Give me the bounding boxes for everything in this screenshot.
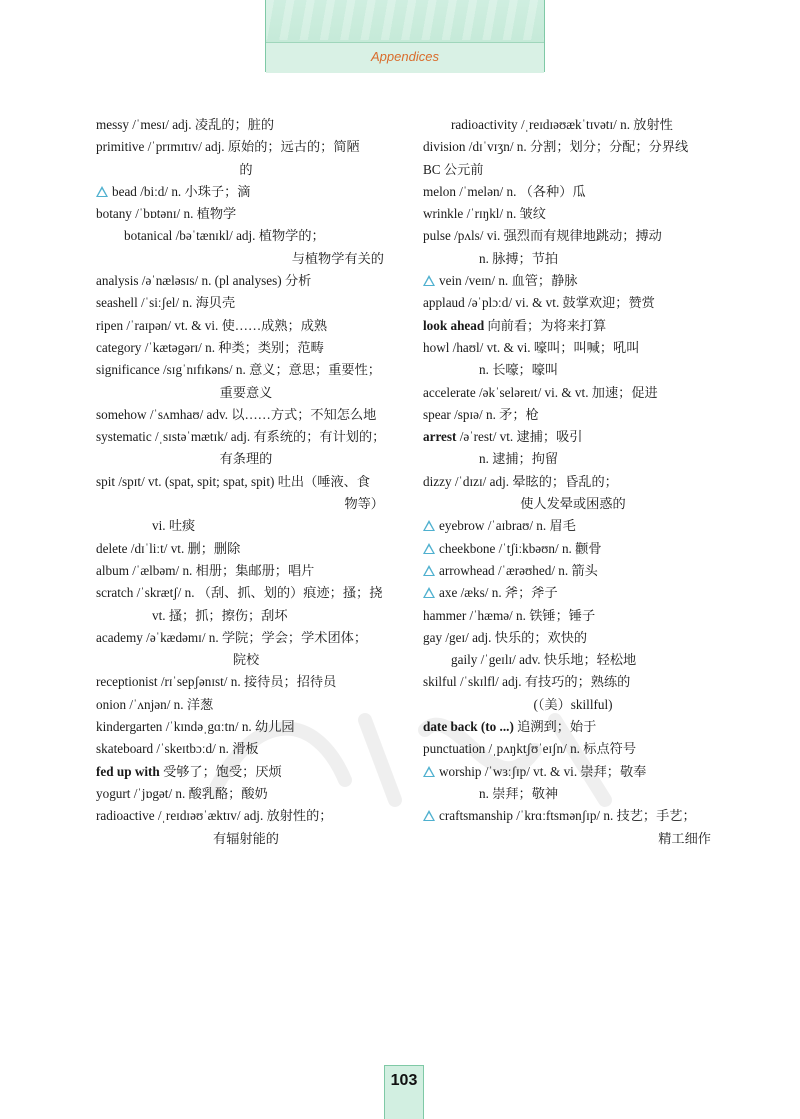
triangle-marker-icon (423, 520, 435, 531)
dictionary-entry-line (423, 426, 723, 448)
entry-text: punctuation /ˌpʌŋktʃʊˈeɪʃn/ n. 标点符号 (423, 741, 637, 757)
entry-text: bead /biːd/ n. 小珠子；滴 (112, 183, 251, 199)
entry-text: 精工细作 (658, 830, 711, 846)
entry-text: division /dɪˈvɪʒn/ n. 分割；划分；分配；分界线 (423, 139, 689, 155)
dictionary-entry-line (96, 627, 396, 649)
triangle-marker-icon (423, 810, 435, 821)
dictionary-entry-line (96, 426, 396, 448)
entry-text: 院校 (232, 652, 260, 668)
entry-text: seashell /ˈsiːʃel/ n. 海贝壳 (96, 295, 236, 311)
dictionary-entry-line (96, 270, 396, 292)
entry-text: 使人发晕或困惑的 (520, 496, 626, 512)
entry-text: wrinkle /ˈrɪŋkl/ n. 皱纹 (423, 206, 546, 222)
entry-text: n. 脉搏；节拍 (479, 250, 559, 266)
entry-text: melon /ˈmelən/ n. （各种）瓜 (423, 183, 586, 199)
dictionary-entry-line (96, 716, 396, 738)
dictionary-entry-line (96, 828, 396, 850)
entry-text: scratch /ˈskrætʃ/ n. （刮、抓、划的）痕迹；搔；挠 (96, 585, 383, 601)
dictionary-entry-line (96, 761, 396, 783)
entry-text: gay /geɪ/ adj. 快乐的；欢快的 (423, 629, 588, 645)
entry-text: fed up with 受够了；饱受；厌烦 (96, 763, 282, 779)
dictionary-entry-line (423, 605, 723, 627)
dictionary-entry-line (423, 114, 723, 136)
entry-text: pulse /pʌls/ vi. 强烈而有规律地跳动；搏动 (423, 228, 662, 244)
entry-text: skateboard /ˈskeɪtbɔːd/ n. 滑板 (96, 741, 259, 757)
dictionary-entry-line (423, 203, 723, 225)
dictionary-entry-line (96, 292, 396, 314)
entry-text: botany /ˈbɒtənɪ/ n. 植物学 (96, 206, 237, 222)
dictionary-entry-line (96, 582, 396, 604)
dictionary-entry-line (423, 761, 723, 783)
dictionary-entry-line (96, 471, 396, 493)
page-number-box (384, 1065, 424, 1119)
triangle-marker-icon (96, 186, 108, 197)
dictionary-entry-line (423, 738, 723, 760)
page-number: 103 (390, 1072, 418, 1089)
entry-text: gaily /ˈgeɪlɪ/ adv. 快乐地；轻松地 (451, 652, 637, 668)
dictionary-entry-line (96, 694, 396, 716)
dictionary-entry-line (96, 783, 396, 805)
entry-text: analysis /əˈnæləsɪs/ n. (pl analyses) 分析 (96, 273, 312, 289)
entry-text: 有条理的 (219, 451, 273, 467)
entry-text: 与植物学有关的 (291, 250, 384, 266)
entry-text: primitive /ˈprɪmɪtɪv/ adj. 原始的；远古的；简陋 (96, 139, 360, 155)
dictionary-entry-line (423, 515, 723, 537)
dictionary-entry-line (423, 828, 723, 850)
entry-text: skilful /ˈskɪlfl/ adj. 有技巧的；熟练的 (423, 674, 631, 690)
dictionary-entry-line (423, 315, 723, 337)
entry-text: look ahead 向前看；为将来打算 (423, 317, 607, 333)
entry-text: accelerate /əkˈseləreɪt/ vi. & vt. 加速；促进 (423, 384, 658, 400)
dictionary-entry-line (423, 694, 723, 716)
entry-text: album /ˈælbəm/ n. 相册；集邮册；唱片 (96, 562, 315, 578)
entry-text: craftsmanship /ˈkrɑːftsmənʃɪp/ n. 技艺；手艺； (439, 808, 696, 824)
dictionary-entry-line (96, 159, 396, 181)
entry-text: n. 逮捕；拘留 (479, 451, 559, 467)
entry-text: axe /æks/ n. 斧；斧子 (439, 585, 558, 601)
dictionary-entry-line (96, 649, 396, 671)
dictionary-entry-line (423, 448, 723, 470)
dictionary-entry-line (96, 136, 396, 158)
entry-text: 的 (239, 161, 253, 177)
entry-text: yogurt /ˈjɒgət/ n. 酸乳酪；酸奶 (96, 785, 268, 801)
dictionary-entry-line (96, 114, 396, 136)
entry-text: vt. 搔；抓；擦伤；刮坏 (152, 607, 288, 623)
dictionary-entry-line (423, 471, 723, 493)
right-vocabulary-column (423, 114, 723, 850)
entry-text: n. 长嚎；嚎叫 (479, 362, 559, 378)
entry-text: (（美）skillful) (533, 696, 613, 712)
dictionary-entry-line (423, 136, 723, 158)
dictionary-entry-line (423, 270, 723, 292)
dictionary-entry-line (96, 805, 396, 827)
dictionary-entry-line (423, 805, 723, 827)
entry-text: arrest /əˈrest/ vt. 逮捕；吸引 (423, 429, 583, 445)
dictionary-entry-line (423, 337, 723, 359)
dictionary-entry-line (96, 181, 396, 203)
entry-text: botanical /bəˈtænɪkl/ adj. 植物学的； (124, 228, 325, 244)
triangle-marker-icon (423, 766, 435, 777)
dictionary-entry-line (96, 337, 396, 359)
dictionary-entry-line (96, 225, 396, 247)
entry-text: significance /sɪgˈnɪfɪkəns/ n. 意义；意思；重要性； (96, 362, 381, 378)
triangle-marker-icon (423, 565, 435, 576)
dictionary-entry-line (423, 671, 723, 693)
dictionary-entry-line (96, 605, 396, 627)
entry-text: receptionist /rɪˈsepʃənɪst/ n. 接待员；招待员 (96, 674, 337, 690)
dictionary-entry-line (423, 159, 723, 181)
dictionary-entry-line (96, 359, 396, 381)
entry-text: worship /ˈwɜːʃɪp/ vt. & vi. 崇拜；敬奉 (439, 763, 647, 779)
entry-text: spit /spɪt/ vt. (spat, spit; spat, spit) 吐出（唾液、食 (96, 473, 371, 489)
entry-text: BC 公元前 (423, 161, 484, 177)
entry-text: onion /ˈʌnjən/ n. 洋葱 (96, 696, 214, 712)
dictionary-entry-line (96, 315, 396, 337)
entry-text: 有辐射能的 (213, 830, 279, 846)
dictionary-entry-line (423, 404, 723, 426)
entry-text: vein /veɪn/ n. 血管；静脉 (439, 273, 578, 289)
dictionary-entry-line (423, 716, 723, 738)
dictionary-entry-line (423, 248, 723, 270)
triangle-marker-icon (423, 275, 435, 286)
entry-text: applaud /əˈplɔːd/ vi. & vt. 鼓掌欢迎；赞赏 (423, 295, 655, 311)
dictionary-entry-line (423, 560, 723, 582)
entry-text: spear /spɪə/ n. 矛；枪 (423, 406, 539, 422)
section-label: Appendices (266, 42, 544, 73)
triangle-marker-icon (423, 543, 435, 554)
triangle-marker-icon (423, 587, 435, 598)
entry-text: dizzy /ˈdɪzɪ/ adj. 晕眩的；昏乱的； (423, 473, 618, 489)
entry-text: delete /dɪˈliːt/ vt. 删；删除 (96, 540, 241, 556)
dictionary-entry-line (423, 493, 723, 515)
dictionary-entry-line (423, 649, 723, 671)
entry-text: academy /əˈkædəmɪ/ n. 学院；学会；学术团体； (96, 629, 368, 645)
entry-text: category /ˈkætəgərɪ/ n. 种类；类别；范畴 (96, 339, 324, 355)
entry-text: systematic /ˌsɪstəˈmætɪk/ adj. 有系统的；有计划的； (96, 429, 386, 445)
entry-text: radioactive /ˌreɪdɪəʊˈæktɪv/ adj. 放射性的； (96, 808, 333, 824)
entry-text: ripen /ˈraɪpən/ vt. & vi. 使……成熟；成熟 (96, 317, 328, 333)
dictionary-entry-line (96, 203, 396, 225)
dictionary-entry-line (423, 582, 723, 604)
dictionary-entry-line (96, 404, 396, 426)
entry-text: radioactivity /ˌreɪdɪəʊækˈtɪvətɪ/ n. 放射性 (451, 117, 673, 132)
entry-text: arrowhead /ˈærəʊhed/ n. 箭头 (439, 562, 598, 578)
dictionary-entry-line (423, 538, 723, 560)
left-vocabulary-column (96, 114, 396, 850)
dictionary-entry-line (423, 181, 723, 203)
section-header-tab (265, 0, 545, 72)
dictionary-entry-line (423, 382, 723, 404)
dictionary-entry-line (96, 493, 396, 515)
entry-text: vi. 吐痰 (152, 518, 196, 534)
dictionary-entry-line (96, 538, 396, 560)
dictionary-entry-line (423, 225, 723, 247)
dictionary-entry-line (96, 382, 396, 404)
dictionary-entry-line (96, 560, 396, 582)
dictionary-entry-line (423, 359, 723, 381)
dictionary-entry-line (423, 627, 723, 649)
entry-text: eyebrow /ˈaɪbraʊ/ n. 眉毛 (439, 518, 576, 534)
entry-text: kindergarten /ˈkɪndəˌgɑːtn/ n. 幼儿园 (96, 719, 295, 735)
dictionary-entry-line (96, 515, 396, 537)
dictionary-entry-line (96, 738, 396, 760)
dictionary-entry-line (96, 448, 396, 470)
entry-text: date back (to ...) 追溯到；始于 (423, 719, 597, 735)
dictionary-entry-line (96, 248, 396, 270)
dictionary-entry-line (423, 292, 723, 314)
dictionary-entry-line (96, 671, 396, 693)
entry-text: howl /haʊl/ vt. & vi. 嚎叫；叫喊；吼叫 (423, 339, 640, 355)
entry-text: somehow /ˈsʌmhaʊ/ adv. 以……方式；不知怎么地 (96, 406, 377, 422)
entry-text: hammer /ˈhæmə/ n. 铁锤；锤子 (423, 607, 596, 623)
entry-text: messy /ˈmesɪ/ adj. 凌乱的；脏的 (96, 117, 275, 132)
dictionary-entry-line (423, 783, 723, 805)
entry-text: cheekbone /ˈtʃiːkbəʊn/ n. 颧骨 (439, 540, 602, 556)
entry-text: 物等） (344, 496, 384, 512)
entry-text: n. 崇拜；敬神 (479, 785, 559, 801)
entry-text: 重要意义 (219, 384, 273, 400)
